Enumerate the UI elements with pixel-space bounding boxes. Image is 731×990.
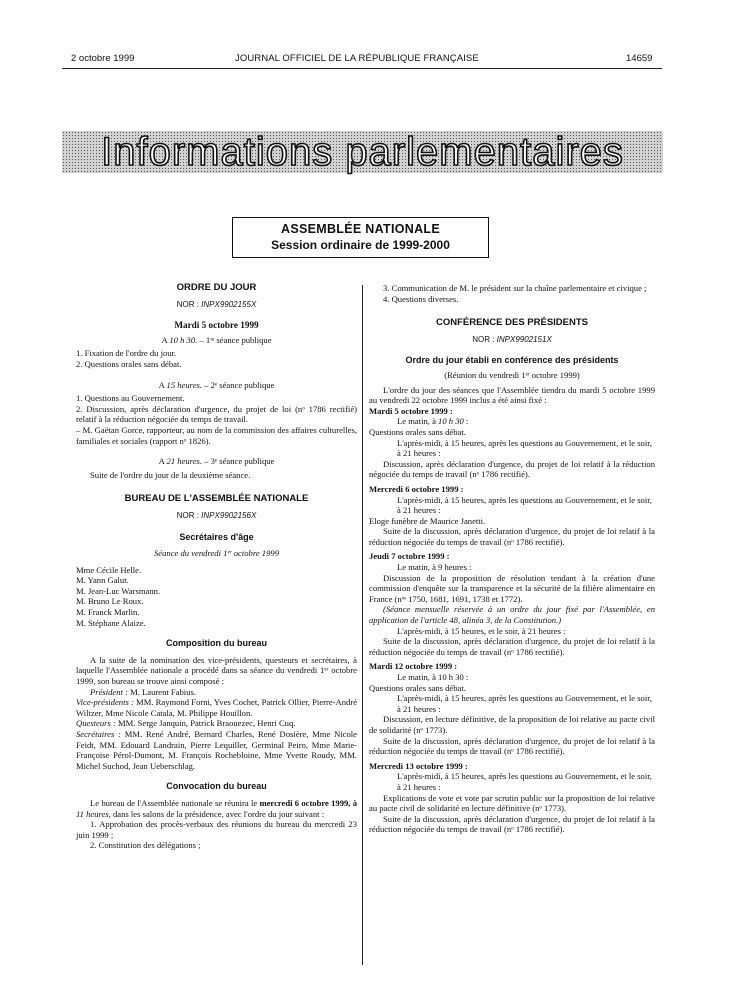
note: (Séance mensuelle réservée à un ordre du jour fixé par l'Assemblée, en application de l'article 48, alinéa 3, de la Constitution.)	[369, 604, 655, 626]
convocation-text-a: Le bureau de l'Assemblée nationale se réunira le	[90, 797, 260, 808]
day-heading: Mardi 12 octobre 1999 :	[369, 661, 458, 672]
day-heading: Mercredi 13 octobre 1999 :	[369, 760, 468, 771]
vp-label: Vice-présidents :	[76, 697, 134, 708]
nor-code: INPX9902151X	[496, 334, 552, 344]
list-item: Suite de la discussion, après déclaration d'urgence, du projet de loi relatif à la réduction négociée du temps de travail (nᵒ 1786 rectifié).	[369, 636, 655, 657]
list-item: Explications de vote et vote par scrutin public sur la proposition de loi relative au pacte civil de solidarité en lecture définitive (nᵒ 1773).	[369, 792, 655, 814]
convocation-heading: Convocation du bureau	[166, 781, 267, 792]
conference-intro: L'ordre du jour des séances que l'Assemblée tiendra du mardi 5 octobre 1999 au vendredi 22 octobre 1999 inclus a été ainsi fixé :	[369, 384, 655, 406]
list-item: Eloge funèbre de Maurice Janetti.	[369, 515, 486, 526]
time-line	[369, 416, 655, 427]
header-date: 2 octobre 1999	[71, 53, 135, 64]
conference-reunion: (Réunion du vendredi 1ᵉʳ octobre 1999)	[444, 369, 580, 380]
right-column	[369, 283, 655, 835]
questeurs-line	[76, 718, 357, 729]
banner-title: Informations parlementaires	[101, 130, 624, 174]
ordre-nor	[76, 300, 357, 311]
assembly-title: ASSEMBLÉE NATIONALE	[281, 222, 440, 236]
list-item: M. Franck Marlin.	[76, 607, 140, 618]
list-item: 4. Questions diverses.	[383, 293, 459, 304]
conference-heading: CONFÉRENCE DES PRÉSIDENTS	[435, 317, 589, 329]
list-item: 1. Approbation des procès-verbaux des réunions du bureau du mercredi 23 juin 1999 ;	[76, 819, 357, 840]
list-item: 3. Communication de M. le président sur la chaîne parlementaire et civique ;	[383, 283, 647, 293]
ordre-du-jour-heading: ORDRE DU JOUR	[176, 282, 257, 293]
time-line: L'après-midi, à 15 heures, après les questions au Gouvernement, et le soir, à 21 heures :	[397, 437, 652, 459]
nor-code: INPX9902155X	[201, 299, 257, 309]
list-item: 2. Constitution des délégations ;	[90, 840, 201, 851]
list-item: Suite de la discussion, après déclaration d'urgence, du projet de loi relatif à la réduction négociée du temps de travail (nᵒ 1786 rectifié).	[369, 735, 655, 757]
vp-line	[76, 697, 357, 718]
nor-label: NOR :	[472, 334, 497, 344]
convocation-text-d: , dans les salons de la présidence, avec l'ordre du jour suivant :	[108, 808, 325, 819]
session-1: A 10 h 30. – 1ʳᵉ séance publique	[161, 334, 272, 345]
list-item: Questions orales sans débat.	[369, 426, 466, 437]
day-heading: Mardi 5 octobre 1999	[174, 320, 259, 331]
nor-label: NOR :	[176, 299, 202, 309]
secretaires-heading: Secrétaires d'âge	[179, 531, 254, 542]
column-divider	[362, 285, 363, 965]
time-line: Le matin, à 9 heures :	[397, 562, 472, 573]
page-header	[0, 53, 731, 67]
header-journal-title: JOURNAL OFFICIEL DE LA RÉPUBLIQUE FRANÇAISE	[235, 53, 479, 64]
list-item: Suite de l'ordre du jour de la deuxième séance.	[90, 469, 251, 480]
time-line: L'après-midi, à 15 heures, après les questions au Gouvernement, et le soir, à 21 heures :	[397, 494, 652, 516]
secretaires-names: MM. René André, Bernard Charles, René Dosière, Mme Nicole Feidt, MM. Edouard Landrain, Pierre Lequiller, Germinal Peiro, Mme Marie-Françoise Pérol-Dumont, M. François Rochebloine, Mme Yvette Roudy, MM. Michel Suchod, Jean Ueberschlag.	[76, 729, 357, 771]
list-item: Discussion de la proposition de résolution tendant à la création d'une commission d'enquête sur la transparence et la sécurité de la filière alimentaire en France (nᵒˢ 1750, 1681, 1691, 1738 et 1772).	[369, 572, 655, 604]
time-line: L'après-midi, à 15 heures, et le soir, à 21 heures :	[397, 625, 566, 636]
session-1-label: – 1ʳᵉ séance publique	[197, 334, 272, 345]
header-rule	[62, 68, 662, 69]
composition-heading: Composition du bureau	[166, 638, 267, 649]
list-item: Discussion, après déclaration d'urgence, du projet de loi relatif à la réduction négociée du temps de travail (nᵒ 1786 rectifié).	[369, 458, 655, 480]
bureau-nor	[76, 511, 357, 522]
questeurs-names: MM. Serge Janquin, Patrick Braouezec, Henri Cuq.	[115, 718, 296, 729]
day-heading: Mardi 5 octobre 1999 :	[369, 405, 453, 416]
list-item: M. Stéphane Alaize.	[76, 617, 146, 628]
questeurs-label: Questeurs :	[76, 718, 116, 729]
assembly-box	[232, 217, 489, 258]
rapporteur-line: – M. Gaëtan Gorce, rapporteur, au nom de la commission des affaires culturelles, familiales et sociales (rapport nᵒ 1826).	[76, 424, 357, 446]
list-item: 1. Fixation de l'ordre du jour.	[76, 348, 177, 359]
list-item: Suite de la discussion, après déclaration d'urgence, du projet de loi relatif à la réduction négociée du temps de travail (nᵒ 1786 rectifié).	[369, 813, 655, 835]
list-item: Discussion, en lecture définitive, de la proposition de loi relative au pacte civil de solidarité (nᵒ 1773).	[369, 714, 655, 735]
seance-line: Séance du vendredi 1ᵉʳ octobre 1999	[154, 548, 279, 559]
list-item: M. Bruno Le Roux.	[76, 596, 144, 607]
time-prefix: Le matin, à	[397, 416, 439, 427]
time-line: L'après-midi, à 15 heures, après les questions au Gouvernement, et le soir, à 21 heures :	[397, 771, 652, 792]
names-list	[76, 565, 357, 629]
list-item: 2. Questions orales sans débat.	[76, 358, 182, 369]
list-item: 1. Questions au Gouvernement.	[76, 393, 185, 404]
list-item: 2. Discussion, après déclaration d'urgence, du projet de loi (nᵒ 1786 rectifié) relatif à la réduction négociée du temps de travail.	[76, 403, 357, 425]
session-2: A 15 heures. – 2ᵉ séance publique	[158, 379, 275, 390]
time-value: 10 h 30	[438, 416, 464, 427]
list-item: Suite de la discussion, après déclaration d'urgence, du projet de loi relatif à la réduction négociée du temps de travail (nᵒ 1786 rectifié).	[369, 526, 655, 547]
convocation-time: 11 heures	[76, 808, 109, 819]
day-heading: Mercredi 6 octobre 1999 :	[369, 483, 464, 494]
list-item: Questions orales sans débat.	[369, 682, 466, 693]
secretaires-line	[76, 729, 357, 771]
time-line: L'après-midi, à 15 heures, après les questions au Gouvernement, et le soir, à 21 heures :	[397, 693, 652, 714]
session-2-time: 15 heures.	[166, 379, 202, 390]
list-item: Mme Cécile Helle.	[76, 564, 142, 575]
bureau-heading: BUREAU DE L'ASSEMBLÉE NATIONALE	[124, 493, 309, 505]
left-column	[76, 283, 357, 851]
composition-intro: A la suite de la nomination des vice-présidents, questeurs et secrétaires, à laquelle l'Assemblée nationale a procédé dans sa séance du vendredi 1ᵉʳ octobre 1999, son bureau se trouve ainsi composé :	[76, 654, 357, 687]
day-heading: Jeudi 7 octobre 1999 :	[369, 551, 450, 562]
secretaires-label: Secrétaires :	[76, 729, 121, 739]
session-3: A 21 heures. – 3ᵉ séance publique	[158, 456, 275, 467]
conference-nor	[369, 335, 655, 346]
president-line	[76, 687, 357, 698]
vp-names: MM. Raymond Forni, Yves Cochet, Patrick Ollier, Pierre-André Wiltzer, Mme Nicole Catala, M. Philippe Houillon.	[76, 697, 358, 718]
nor-label: NOR :	[176, 510, 202, 520]
list-item: M. Jean-Luc Warsmann.	[76, 585, 161, 596]
session-3-time: 21 heures.	[166, 456, 202, 467]
header-page-number: 14659	[626, 53, 653, 64]
time-suffix: :	[463, 416, 469, 427]
session-2-label: – 2ᵉ séance publique	[202, 379, 275, 390]
session-1-time: 10 h 30.	[169, 334, 198, 345]
session-3-label: – 3ᵉ séance publique	[202, 456, 275, 467]
president-name: M. Laurent Fabius.	[127, 686, 196, 697]
convocation-date: mercredi 6 octobre 1999, à	[259, 797, 357, 808]
president-label: Président :	[90, 686, 128, 697]
convocation-text	[76, 798, 357, 819]
conference-subtitle: Ordre du jour établi en conférence des présidents	[405, 355, 619, 366]
list-item: M. Yann Galut.	[76, 575, 129, 586]
time-line: Le matin, à 10 h 30 :	[397, 672, 469, 682]
session-title: Session ordinaire de 1999-2000	[271, 238, 450, 252]
nor-code: INPX9902156X	[201, 510, 257, 520]
